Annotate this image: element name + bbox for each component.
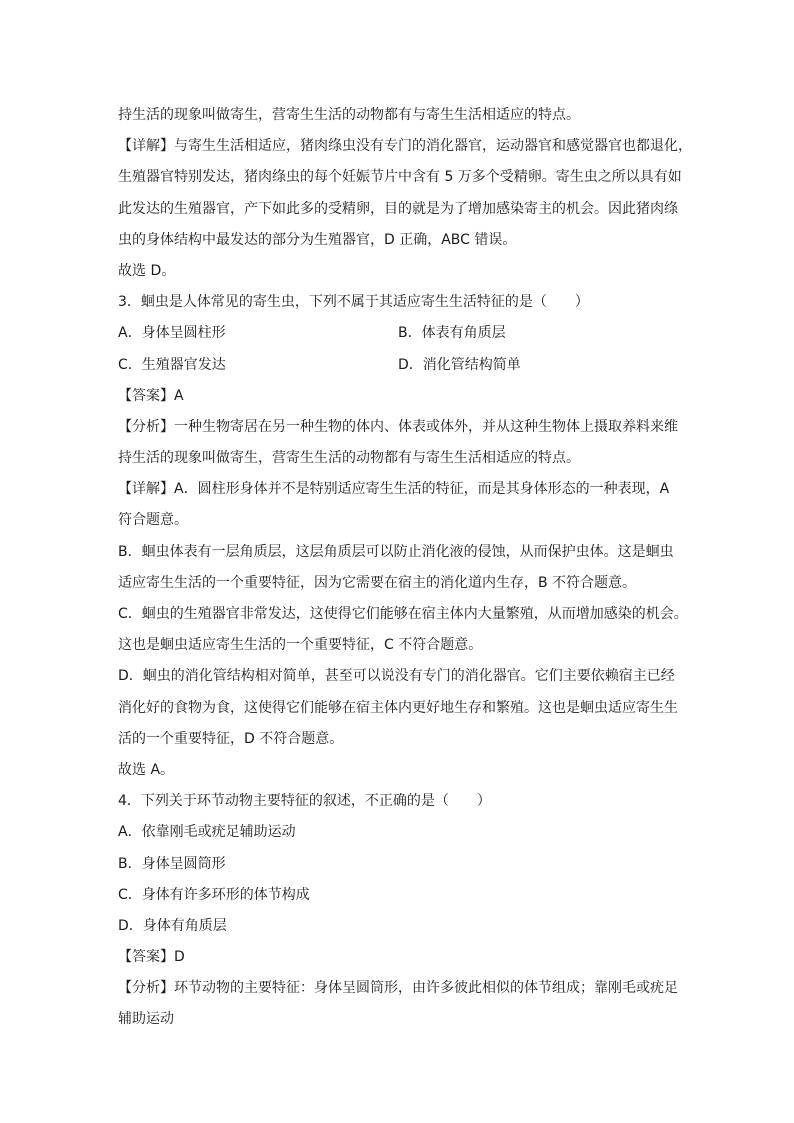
q4-answer: 【答案】D — [118, 949, 185, 966]
question-4: 4．下列关于环节动物主要特征的叙述，不正确的是（ ） — [118, 793, 491, 810]
text-line: 生殖器官特别发达，猪肉绦虫的每个妊娠节片中含有 5 万多个受精卵。寄生虫之所以具有如 — [118, 169, 682, 186]
text-line: 【详解】与寄生生活相适应，猪肉绦虫没有专门的消化器官，运动器官和感觉器官也都退化， — [118, 138, 692, 155]
q3-options-row-2 — [118, 350, 682, 381]
q3-option-a: A．身体呈圆柱形 — [118, 325, 226, 342]
text-line: 活的一个重要特征，D 不符合题意。 — [118, 730, 344, 747]
q4-option-c: C．身体有许多环形的体节构成 — [118, 886, 310, 903]
text-line: 这也是蛔虫适应寄生生活的一个重要特征，C 不符合题意。 — [118, 637, 483, 654]
text-line: D．蛔虫的消化管结构相对简单，甚至可以说没有专门的消化器官。它们主要依赖宿主已经 — [118, 668, 675, 685]
text-line: C．蛔虫的生殖器官非常发达，这使得它们能够在宿主体内大量繁殖，从而增加感染的机会。 — [118, 606, 688, 622]
question-3: 3．蛔虫是人体常见的寄生虫，下列不属于其适应寄生生活特征的是（ ） — [118, 294, 589, 311]
q3-options-row-1 — [118, 318, 682, 349]
text-line: 【分析】环节动物的主要特征：身体呈圆筒形，由许多彼此相似的体节组成；靠刚毛或疣足 — [118, 980, 678, 997]
q4-option-b: B．身体呈圆筒形 — [118, 855, 226, 872]
q3-option-d: D．消化管结构简单 — [398, 356, 521, 373]
text-line: 适应寄生生活的一个重要特征，因为它需要在宿主的消化道内生存，B 不符合题意。 — [118, 574, 637, 591]
text-line: 辅助运动 — [118, 1011, 174, 1028]
text-line: B．蛔虫体表有一层角质层，这层角质层可以防止消化液的侵蚀，从而保护虫体。这是蛔虫 — [118, 543, 674, 560]
text-line: 消化好的食物为食，这使得它们能够在宿主体内更好地生存和繁殖。这也是蛔虫适应寄生生 — [118, 699, 678, 716]
text-line: 符合题意。 — [118, 512, 188, 529]
text-line: 持生活的现象叫做寄生，营寄生生活的动物都有与寄生生活相适应的特点。 — [118, 450, 580, 467]
text-line: 故选 D。 — [118, 262, 176, 279]
q3-answer: 【答案】A — [118, 387, 184, 404]
q4-option-a: A．依靠刚毛或疣足辅助运动 — [118, 824, 296, 841]
text-line: 故选 A。 — [118, 761, 175, 778]
q3-option-b: B．体表有角质层 — [398, 325, 506, 342]
text-line: 【详解】A．圆柱形身体并不是特别适应寄生生活的特征，而是其身体形态的一种表现，A — [118, 481, 670, 498]
text-line: 【分析】一种生物寄居在另一种生物的体内、体表或体外，并从这种生物体上摄取养料来维 — [118, 418, 678, 435]
q4-option-d: D．身体有角质层 — [118, 917, 227, 934]
q3-option-c: C．生殖器官发达 — [118, 356, 226, 373]
text-line: 此发达的生殖器官，产下如此多的受精卵，目的就是为了增加感染寄主的机会。因此猪肉绦 — [118, 200, 678, 217]
text-line: 虫的身体结构中最发达的部分为生殖器官，D 正确，ABC 错误。 — [118, 231, 517, 248]
text-line: 持生活的现象叫做寄生，营寄生生活的动物都有与寄生生活相适应的特点。 — [118, 107, 580, 123]
